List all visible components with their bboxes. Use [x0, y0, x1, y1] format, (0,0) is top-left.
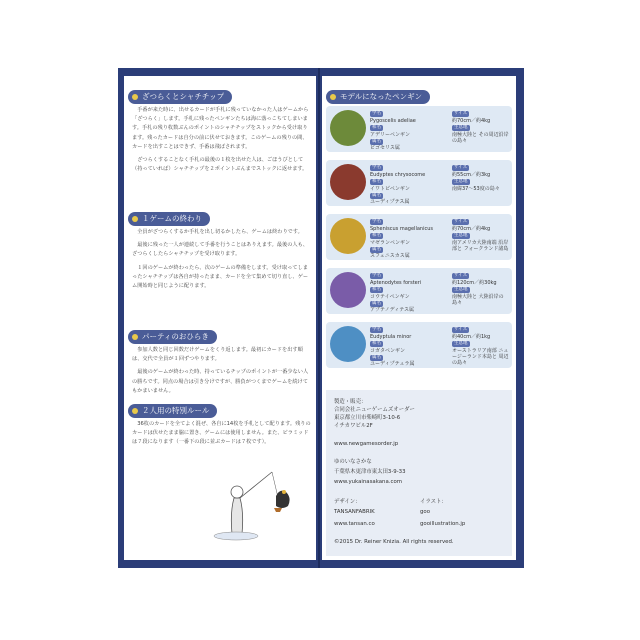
- habitat: 南極大陸と 大陸沿岸の島々: [452, 294, 504, 306]
- illustration-credit: goo: [420, 509, 431, 515]
- penguin-image: [330, 110, 366, 146]
- label-genus: 属名: [372, 355, 381, 360]
- size: 約70cm／約4kg: [452, 118, 491, 124]
- section-body-party-end: 参加人数と同じ回数だけゲームをくり返します。最初にカードを出す順は、交代で全員が１回ずつやります。 最後のゲームが終わった時、持っているチップのポイントが一番少ない人の勝ちです。同点の場合は引き分けですが、勝負がつくまでゲームを続けてもかまいません。: [132, 347, 309, 394]
- japanese-name: コウテイペンギン: [370, 294, 410, 300]
- design-credit: TANSANFABRIK: [334, 509, 375, 515]
- design-label: デザイン：: [334, 499, 361, 505]
- label-scientific-name: 学名: [372, 111, 381, 116]
- maker-url[interactable]: www.newgamesorder.jp: [334, 441, 399, 447]
- seller-address: 千葉県木更津市東太田3-9-33: [334, 469, 406, 475]
- scientific-name: Spheniscus magellanicus: [370, 226, 433, 232]
- section-title-model-penguins: モデルになったペンギン: [326, 90, 430, 104]
- scientific-name: Eudyptes chrysocome: [370, 172, 426, 178]
- penguin-card-rockhopper: [326, 160, 512, 206]
- fishing-penguin-illustration: [210, 462, 300, 544]
- label-japanese-name: 和名: [372, 287, 381, 292]
- penguin-image: [330, 164, 366, 200]
- habitat: 南アメリカ大陸南端 沿岸部と フォークランド諸島: [452, 240, 509, 252]
- penguin-image: [330, 326, 366, 362]
- label-japanese-name: 和名: [372, 125, 381, 130]
- genus: ユーディプテス属: [370, 199, 410, 205]
- label-genus: 属名: [372, 247, 381, 252]
- design-url[interactable]: www.tansan.co: [334, 521, 375, 527]
- japanese-name: アデリーペンギン: [370, 132, 410, 138]
- penguin-image: [330, 218, 366, 254]
- genus: ピゴセリス属: [370, 145, 400, 151]
- maker-name: 合同会社ニューゲームズオーダー: [334, 407, 415, 413]
- section-body-game-end: 全員がざつらくするか手札を出し切るかしたら、ゲームは終わりです。 最後に残った一人が連続して手番を行うことはありえます。最後の人も、ざつらくしたらシャチチップを受け取ります。 １回のゲームが終わったら、次のゲームの準備をします。受け取ってしまったシャチチップは各自が持ったまま、カードを全て集めて切り直し、ゲーム開始時と同じように配ります。: [132, 229, 309, 290]
- size: 約55cm／約3kg: [452, 172, 491, 178]
- japanese-name: マゼランペンギン: [370, 240, 410, 246]
- penguin-card-little: [326, 322, 512, 368]
- label-scientific-name: 学名: [372, 165, 381, 170]
- label-genus: 属名: [372, 193, 381, 198]
- label-scientific-name: 学名: [372, 273, 381, 278]
- penguin-card-emperor: [326, 268, 512, 314]
- scientific-name: Pygoscelis adeliae: [370, 118, 416, 124]
- label-genus: 属名: [372, 139, 381, 144]
- label-size: サイズ: [454, 273, 468, 278]
- section-body-zatsuraku: 手番が来た時に、出せるカードが手札に残っていなかった人はゲームから「ざつらく」します。手札に残ったペンギンたちは海に落っこちてしまいます。手札の残り枚数ぶんのポイントのシャチチップをストックから受け取ります。残ったカードは自分の前に伏せておきます。このゲームの残りの間、カードを出すことはできず、手番は飛ばされます。 ざつらくすることなく手札の最後の１枚を出せた人は、ごほうびとして（持っていれば）シャチチップを２ポイントぶんまでストックに返せます。: [132, 107, 309, 173]
- section-body-two-player: 36枚のカードを全てよく混ぜ、各自に14枚を手札として配ります。残りのカードは伏せたまま脇に置き、ゲームには使用しません。また、ピラミッドは７段になります（一番下の段に並ぶカードは７枚です）。: [132, 421, 311, 446]
- label-size: サイズ: [454, 111, 468, 116]
- genus: アプテノディテス属: [370, 307, 415, 313]
- label-size: サイズ: [454, 165, 468, 170]
- seller-url[interactable]: www.yukainasakana.com: [334, 479, 402, 485]
- fold-line: [318, 68, 320, 568]
- penguin-card-adelie: [326, 106, 512, 152]
- genus: ユーディプテュラ属: [370, 361, 415, 367]
- genus: スフェニスカス属: [370, 253, 410, 259]
- habitat: オーストラリア南部 ニュージーランド本島と 周辺の島々: [452, 348, 509, 366]
- maker-building: イチカワビル2F: [334, 423, 373, 429]
- label-habitat: 生息地: [454, 233, 468, 238]
- size: 約70cm／約4kg: [452, 226, 491, 232]
- section-title-party-end: パーティのおひらき: [128, 330, 217, 344]
- seller-name: ゆのいなさかな: [334, 459, 372, 465]
- japanese-name: コガタペンギン: [370, 348, 405, 354]
- label-habitat: 生息地: [454, 125, 468, 130]
- japanese-name: イワトビペンギン: [370, 186, 410, 192]
- label-japanese-name: 和名: [372, 341, 381, 346]
- label-scientific-name: 学名: [372, 219, 381, 224]
- label-size: サイズ: [454, 327, 468, 332]
- section-title-zatsuraku: ざつらくとシャチチップ: [128, 90, 232, 104]
- label-habitat: 生息地: [454, 341, 468, 346]
- maker-label: 製造・販売：: [334, 399, 367, 405]
- label-habitat: 生息地: [454, 287, 468, 292]
- copyright: ©2015 Dr. Reiner Knizia. All rights reserved.: [334, 539, 454, 545]
- label-genus: 属名: [372, 301, 381, 306]
- label-japanese-name: 和名: [372, 179, 381, 184]
- section-title-game-end: １ゲームの終わり: [128, 212, 210, 226]
- scientific-name: Aptenodytes forsteri: [370, 280, 422, 286]
- size: 約120cm／約30kg: [452, 280, 497, 286]
- habitat: 南緯37〜53度の島々: [452, 186, 500, 192]
- section-title-two-player: ２人用の特別ルール: [128, 404, 217, 418]
- illustration-url[interactable]: gooillustration.jp: [420, 521, 466, 527]
- label-size: サイズ: [454, 219, 468, 224]
- label-japanese-name: 和名: [372, 233, 381, 238]
- penguin-image: [330, 272, 366, 308]
- maker-address: 東京都立川市柴崎町3-10-6: [334, 415, 401, 421]
- size: 約40cm／約1kg: [452, 334, 491, 340]
- scientific-name: Eudyptula minor: [370, 334, 412, 340]
- penguin-card-magellanic: [326, 214, 512, 260]
- label-habitat: 生息地: [454, 179, 468, 184]
- illustration-label: イラスト：: [420, 499, 447, 505]
- label-scientific-name: 学名: [372, 327, 381, 332]
- habitat: 南極大陸と その周辺沿岸の島々: [452, 132, 509, 144]
